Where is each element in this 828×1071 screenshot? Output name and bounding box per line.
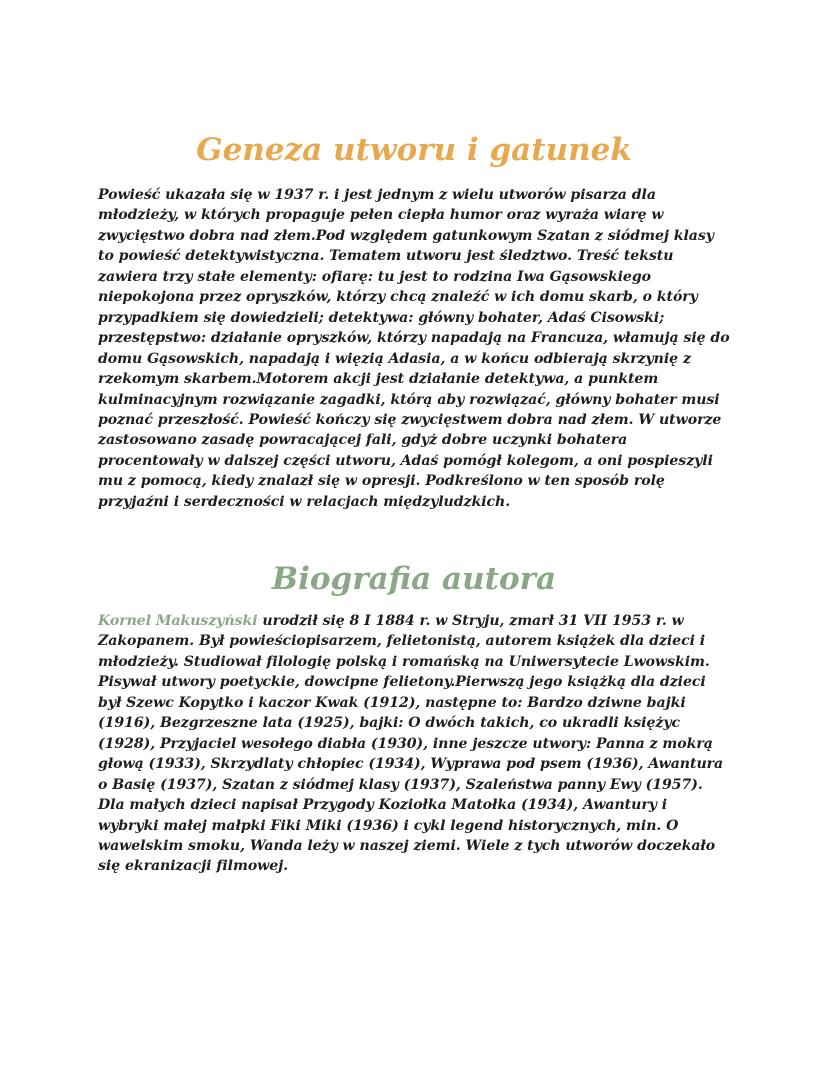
genesis-heading: Geneza utworu i gatunek [196,132,632,168]
biography-section [98,559,730,877]
genesis-paragraph: Powieść ukazała się w 1937 r. i jest jednym z wielu utworów pisarza dla młodzieży, w których propaguje pełen ciepła humor oraz wyraża wiarę w zwycięstwo dobra nad złem.Pod względem gatunkowym Szatan z siódmej klasy to powieść detektywistyczna. Tematem utworu jest śledztwo. Treść tekstu zawiera trzy stałe elementy: ofiarę: tu jest to rodzina Iwa Gąsowskiego niepokojona przez opryszków, którzy chcą znaleźć w ich domu skarb, o który przypadkiem się dowiedzieli; detektywa: główny bohater, Adaś Cisowski; przestępstwo: działanie opryszków, którzy napadają na Francuza, włamują się do domu Gąsowskich, napadają i więzią Adasia, a w końcu odbierają skrzynię z rzekomym skarbem.Motorem akcji jest działanie detektywa, a punktem kulminacyjnym rozwiązanie zagadki, którą aby rozwiązać, główny bohater musi poznać przeszłość. Powieść kończy się zwycięstwem dobra nad złem. W utworze zastosowano zasadę powracającej fali, gdyż dobre uczynki bohatera procentowały w dalszej części utworu, Adaś pomógł kolegom, a oni pospieszyli mu z pomocą, kiedy znalazł się w opresji. Podkreślono w ten sposób rolę przyjaźni i serdeczności w relacjach międzyludzkich. [98,187,730,510]
biography-paragraph-container [98,611,730,877]
author-name: Kornel Makuszyński [98,613,258,629]
biography-paragraph: urodził się 8 I 1884 r. w Stryju, zmarł 31 VII 1953 r. w Zakopanem. Był powieściopisarzem, felietonistą, autorem książek dla dzieci i młodzieży. Studiował filologię polską i romańską na Uniwersytecie Lwowskim. Pisywał utwory poetyckie, dowcipne felietony.Pierwszą jego książką dla dzieci był Szewc Kopytko i kaczor Kwak (1912), następne to: Bardzo dziwne bajki (1916), Bezgrzeszne lata (1925), bajki: O dwóch takich, co ukradli księżyc (1928), Przyjaciel wesołego diabła (1930), inne jeszcze utwory: Panna z mokrą głową (1933), Skrzydlaty chłopiec (1934), Wyprawa pod psem (1936), Awantura o Basię (1937), Szatan z siódmej klasy (1937), Szaleństwa panny Ewy (1957). Dla małych dzieci napisał Przygody Koziołka Matołka (1934), Awantury i wybryki małej małpki Fiki Miki (1936) i cykl legend historycznych, min. O wawelskim smoku, Wanda leży w naszej ziemi. Wiele z tych utworów doczekało się ekranizacji filmowej. [98,613,724,875]
genesis-section [98,130,730,512]
biography-heading: Biografia autora [271,561,557,597]
